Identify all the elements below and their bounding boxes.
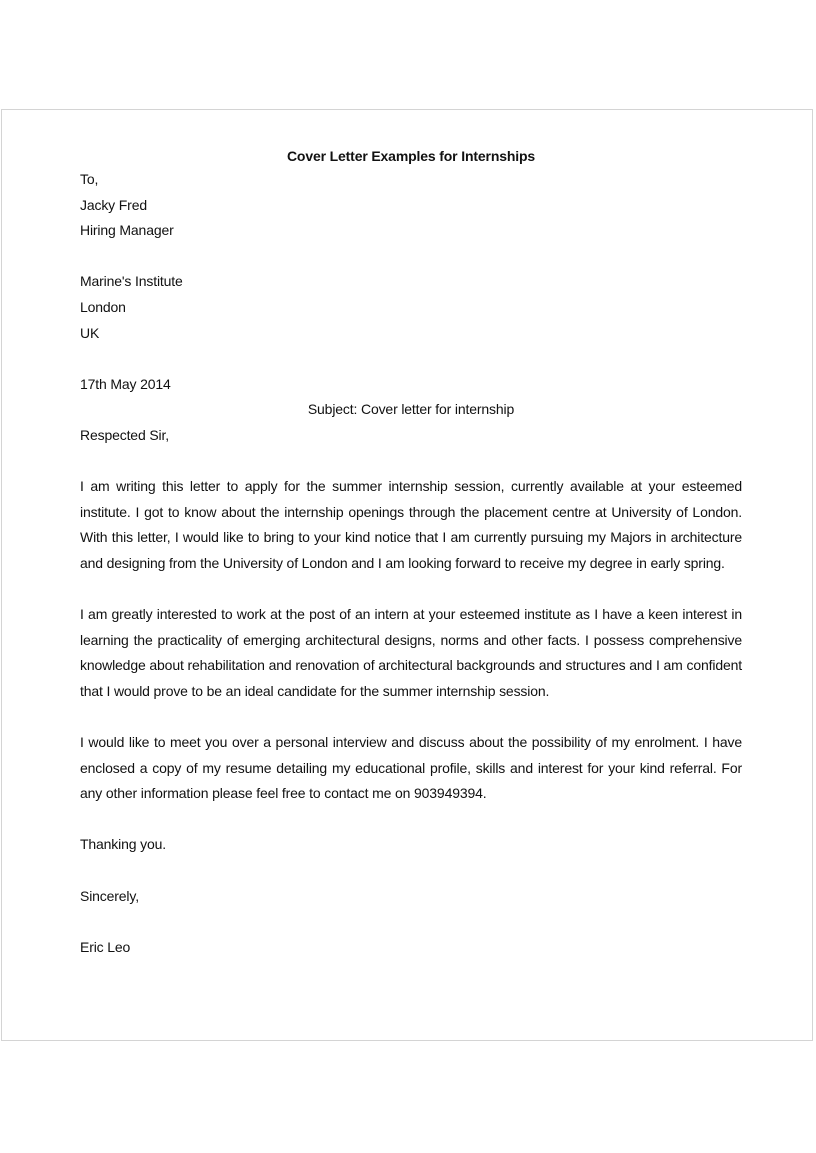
- spacer: [80, 244, 742, 270]
- body-paragraph-3: I would like to meet you over a personal interview and discuss about the possibility of my enrolment. I have enclosed a copy of my resume detailing my educational profile, skills and interest for your kind referral. For any other information please feel free to contact me on 903949394.: [80, 734, 742, 802]
- letter-greeting: Respected Sir,: [80, 426, 169, 443]
- letter-body: [80, 146, 742, 960]
- spacer: [80, 807, 742, 833]
- spacer: [80, 449, 742, 475]
- recipient-name: Jacky Fred: [80, 196, 147, 213]
- spacer: [80, 704, 742, 730]
- document-title: Cover Letter Examples for Internships: [286, 148, 536, 164]
- letter-date: 17th May 2014: [80, 375, 171, 392]
- letter-signature: Eric Leo: [80, 938, 131, 955]
- address-city: London: [80, 298, 126, 315]
- recipient-role: Hiring Manager: [80, 222, 174, 239]
- address-country: UK: [80, 324, 100, 341]
- spacer: [80, 577, 742, 603]
- recipient-salutation: To,: [80, 171, 99, 187]
- spacer: [80, 858, 742, 884]
- body-paragraph-2: I am greatly interested to work at the post of an intern at your esteemed institute as I have a keen interest in learning the practicality of emerging architectural designs, norms and other facts. I possess comprehensive knowledge about rehabilitation and renovation of architectural backgrounds and structures and I am confident that I would prove to be an ideal candidate for the summer internship session.: [80, 606, 742, 699]
- document-page: [1, 109, 813, 1041]
- spacer: [80, 346, 742, 372]
- letter-subject: Subject: Cover letter for internship: [307, 401, 515, 418]
- address-organization: Marine's Institute: [80, 273, 183, 290]
- letter-thanks: Thanking you.: [80, 836, 166, 853]
- spacer: [80, 909, 742, 935]
- body-paragraph-1: I am writing this letter to apply for the summer internship session, currently available at your esteemed institute. I got to know about the internship openings through the placement centre at University of London. With this letter, I would like to bring to your kind notice that I am currently pursuing my Majors in architecture and designing from the University of London and I am looking forward to receive my degree in early spring.: [80, 478, 742, 571]
- letter-closing: Sincerely,: [80, 887, 139, 904]
